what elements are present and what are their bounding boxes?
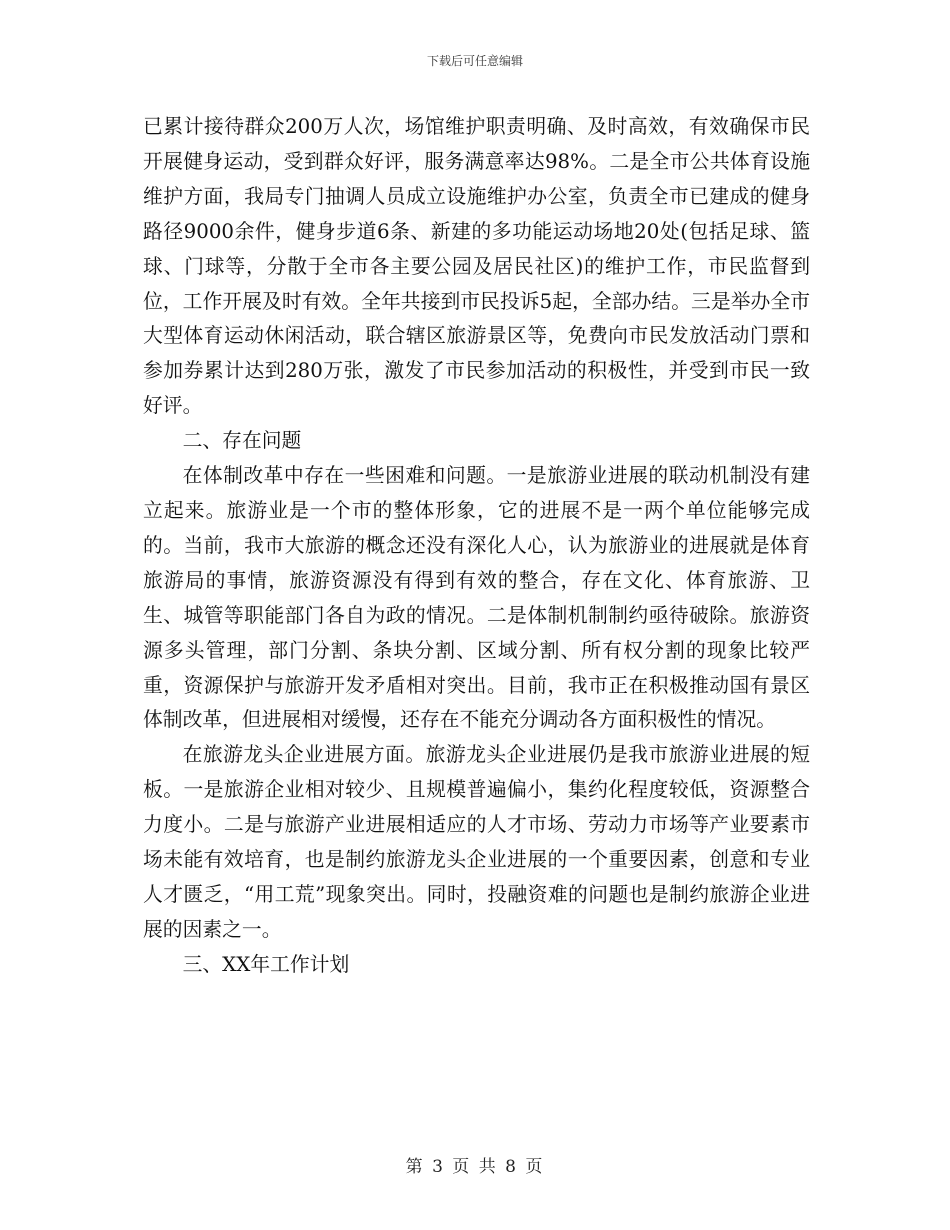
document-body bbox=[143, 110, 810, 983]
section-heading-work-plan: 三、XX年工作计划 bbox=[182, 952, 350, 976]
page-number-footer: 第 3 页 共 8 页 bbox=[405, 1157, 545, 1177]
section-heading-issues: 二、存在问题 bbox=[182, 429, 302, 453]
paragraph-leading-enterprises: 在旅游龙头企业进展方面。旅游龙头企业进展仍是我市旅游业进展的短板。一是旅游企业相对较少、且规模普遍偏小，集约化程度较低，资源整合力度小。二是与旅游产业进展相适应的人才市场、劳动力市场等产业要素市场未能有效培育，也是制约旅游龙头企业进展的一个重要因素，创意和专业人才匮乏，“用工荒”现象突出。同时，投融资难的问题也是制约旅游企业进展的因素之一。 bbox=[143, 743, 810, 941]
paragraph-system-reform: 在体制改革中存在一些困难和问题。一是旅游业进展的联动机制没有建立起来。旅游业是一个市的整体形象，它的进展不是一两个单位能够完成的。当前，我市大旅游的概念还没有深化人心，认为旅游业的进展就是体育旅游局的事情，旅游资源没有得到有效的整合，存在文化、体育旅游、卫生、城管等职能部门各自为政的情况。二是体制机制制约亟待破除。旅游资源多头管理，部门分割、条块分割、区域分割、所有权分割的现象比较严重，资源保护与旅游开发矛盾相对突出。目前，我市正在积极推动国有景区体制改革，但进展相对缓慢，还存在不能充分调动各方面积极性的情况。 bbox=[143, 464, 810, 732]
paragraph-continuation: 已累计接待群众200万人次，场馆维护职责明确、及时高效，有效确保市民开展健身运动，受到群众好评，服务满意率达98%。二是全市公共体育设施维护方面，我局专门抽调人员成立设施维护办公室，负责全市已建成的健身路径9000余件，健身步道6条、新建的多功能运动场地20处(包括足球、篮球、门球等，分散于全市各主要公园及居民社区)的维护工作，市民监督到位，工作开展及时有效。全年共接到市民投诉5起，全部办结。三是举办全市大型体育运动休闲活动，联合辖区旅游景区等，免费向市民发放活动门票和参加券累计达到280万张，激发了市民参加活动的积极性，并受到市民一致好评。 bbox=[143, 115, 810, 418]
page-header: 下载后可任意编辑 bbox=[426, 54, 523, 68]
